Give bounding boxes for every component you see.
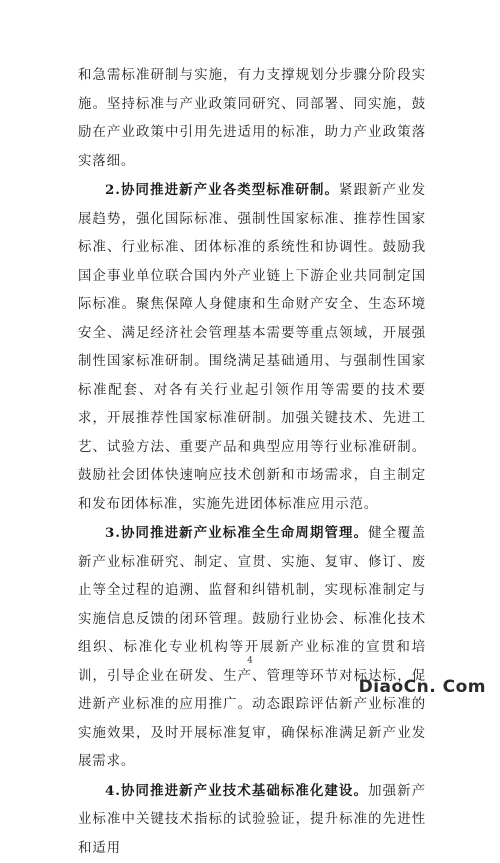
paragraph-text: 加强新产业标准中关键技术指标的试验验证，提升标准的先进性和适用: [78, 784, 426, 856]
paragraph-item-2: [78, 176, 426, 519]
site-watermark: DiaoCn. Com: [359, 677, 486, 697]
paragraph-item-3: [78, 519, 426, 777]
paragraph-heading: 4.协同推进新产业技术基础标准化建设。: [105, 783, 368, 799]
paragraph-text: 和急需标准研制与实施，有力支撑规划分步骤分阶段实施。坚持标准与产业政策同研究、同部署、同实施，鼓励在产业政策中引用先进适用的标准，助力产业政策落实落细。: [78, 68, 426, 169]
paragraph-text: 健全覆盖新产业标准研究、制定、宣贯、实施、复审、修订、废止等全过程的追溯、监督和纠错机制，实现标准制定与实施信息反馈的闭环管理。鼓励行业协会、标准化技术组织、标准化专业机构等开展新产业标准的宣贯和培训，引导企业在研发、生产、管理等环节对标达标，促进新产业标准的应用推广。动态跟踪评估新产业标准的实施效果，及时开展标准复审，确保标准满足新产业发展需求。: [78, 526, 426, 769]
paragraph-text: 紧跟新产业发展趋势，强化国际标准、强制性国家标准、推荐性国家标准、行业标准、团体标准的系统性和协调性。鼓励我国企事业单位联合国内外产业链上下游企业共同制定国际标准。聚焦保障人身健康和生命财产安全、生态环境安全、满足经济社会管理基本需要等重点领域，开展强制性国家标准研制。围绕满足基础通用、与强制性国家标准配套、对各有关行业起引领作用等需要的技术要求，开展推荐性国家标准研制。加强关键技术、先进工艺、试验方法、重要产品和典型应用等行业标准研制。鼓励社会团体快速响应技术创新和市场需求，自主制定和发布团体标准，实施先进团体标准应用示范。: [78, 183, 426, 512]
paragraph-heading: 3.协同推进新产业标准全生命周期管理。: [105, 525, 368, 541]
paragraph-heading: 2.协同推进新产业各类型标准研制。: [105, 182, 339, 198]
paragraph-item-4: [78, 777, 426, 863]
document-body: [78, 62, 426, 863]
paragraph-continuation: [78, 62, 426, 176]
page-number: 4: [0, 656, 500, 666]
